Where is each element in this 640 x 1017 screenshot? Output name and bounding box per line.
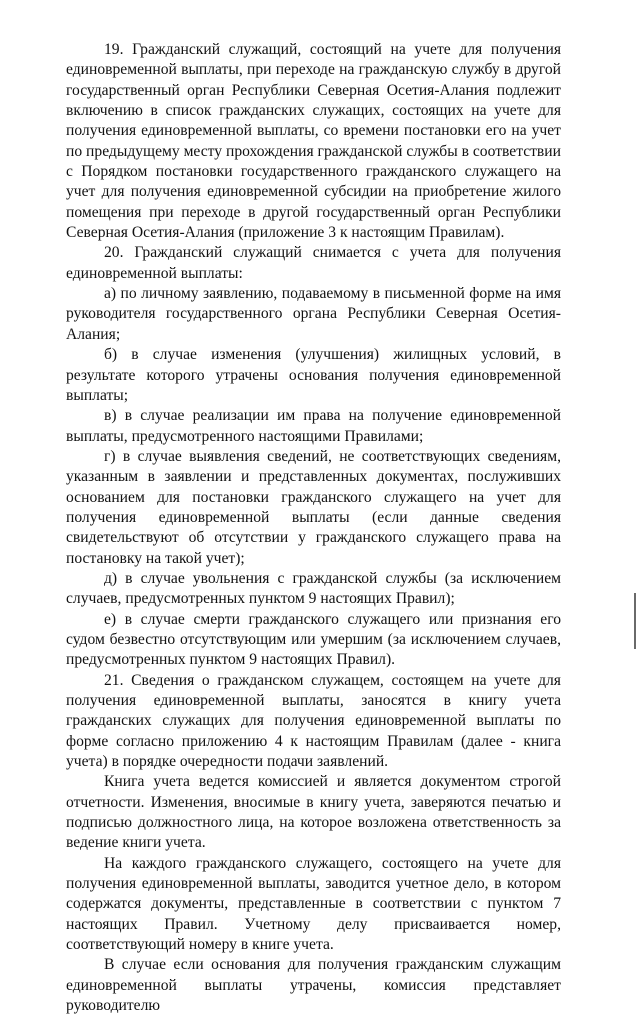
paragraph-21: 21. Сведения о гражданском служащем, состоящем на учете для получения единовременной выплаты, заносятся в книгу учета гражданских служащих для получения единовременной выплаты по форме согласно приложению 4 к настоящим Правилам (далее - книга учета) в порядке очередности подачи заявлений.: [66, 671, 561, 771]
paragraph-20-g: г) в случае выявления сведений, не соответствующих сведениям, указанным в заявлении и представленных документах, послуживших основанием для постановки гражданского служащего на учет для получения единовременной выплаты (если данные сведения свидетельствуют об отсутствии у гражданского служащего права на постановку на такой учет);: [66, 447, 561, 567]
paragraph-20: 20. Гражданский служащий снимается с учета для получения единовременной выплаты:: [66, 244, 561, 282]
paragraph-20-b: б) в случае изменения (улучшения) жилищных условий, в результате которого утрачены основания получения единовременной выплаты;: [66, 346, 561, 404]
scan-edge-mark: [634, 593, 636, 649]
paragraph-20-e: е) в случае смерти гражданского служащего или признания его судом безвестно отсутствующим или умершим (за исключением случаев, предусмотренных пунктом 9 настоящих Правил).: [66, 610, 561, 669]
paragraph-20-d: д) в случае увольнения с гражданской службы (за исключением случаев, предусмотренных пунктом 9 настоящих Правил);: [66, 569, 561, 608]
paragraph-19: 19. Гражданский служащий, состоящий на учете для получения единовременной выплаты, при переходе на гражданскую службу в другой государственный орган Республики Северная Осетия-Алания подлежит включению в список гражданских служащих, состоящих на учете для получения единовременной выплаты, со времени постановки его на учет по предыдущему месту прохождения гражданской службы в соответствии с Порядком постановки государственного гражданского служащего на учет для получения единовременной субсидии на приобретение жилого помещения при переходе в другой государственный орган Республики Северная Осетия-Алания (приложение 3 к настоящим Правилам).: [66, 41, 561, 242]
paragraph-20-v: в) в случае реализации им права на получение единовременной выплаты, предусмотренного настоящими Правилами;: [66, 407, 561, 445]
paragraph-20-a: а) по личному заявлению, подаваемому в письменной форме на имя руководителя государственного органа Республики Северная Осетия-Алания;: [66, 285, 561, 343]
paragraph-grounds-lost: В случае если основания для получения гражданским служащим единовременной выплаты утрачены, комиссия представляет руководителю: [66, 956, 561, 1015]
paragraph-book: Книга учета ведется комиссией и является документом строгой отчетности. Изменения, вносимые в книгу учета, заверяются печатью и подписью должностного лица, на которое возложена ответственность за ведение книги учета.: [66, 773, 561, 852]
document-body: [66, 40, 561, 1017]
paragraph-case-file: На каждого гражданского служащего, состоящего на учете для получения единовременной выплаты, заводится учетное дело, в котором содержатся документы, представленные в соответствии с пунктом 7 настоящих Правил. Учетному делу присваивается номер, соответствующий номеру в книге учета.: [66, 854, 561, 954]
